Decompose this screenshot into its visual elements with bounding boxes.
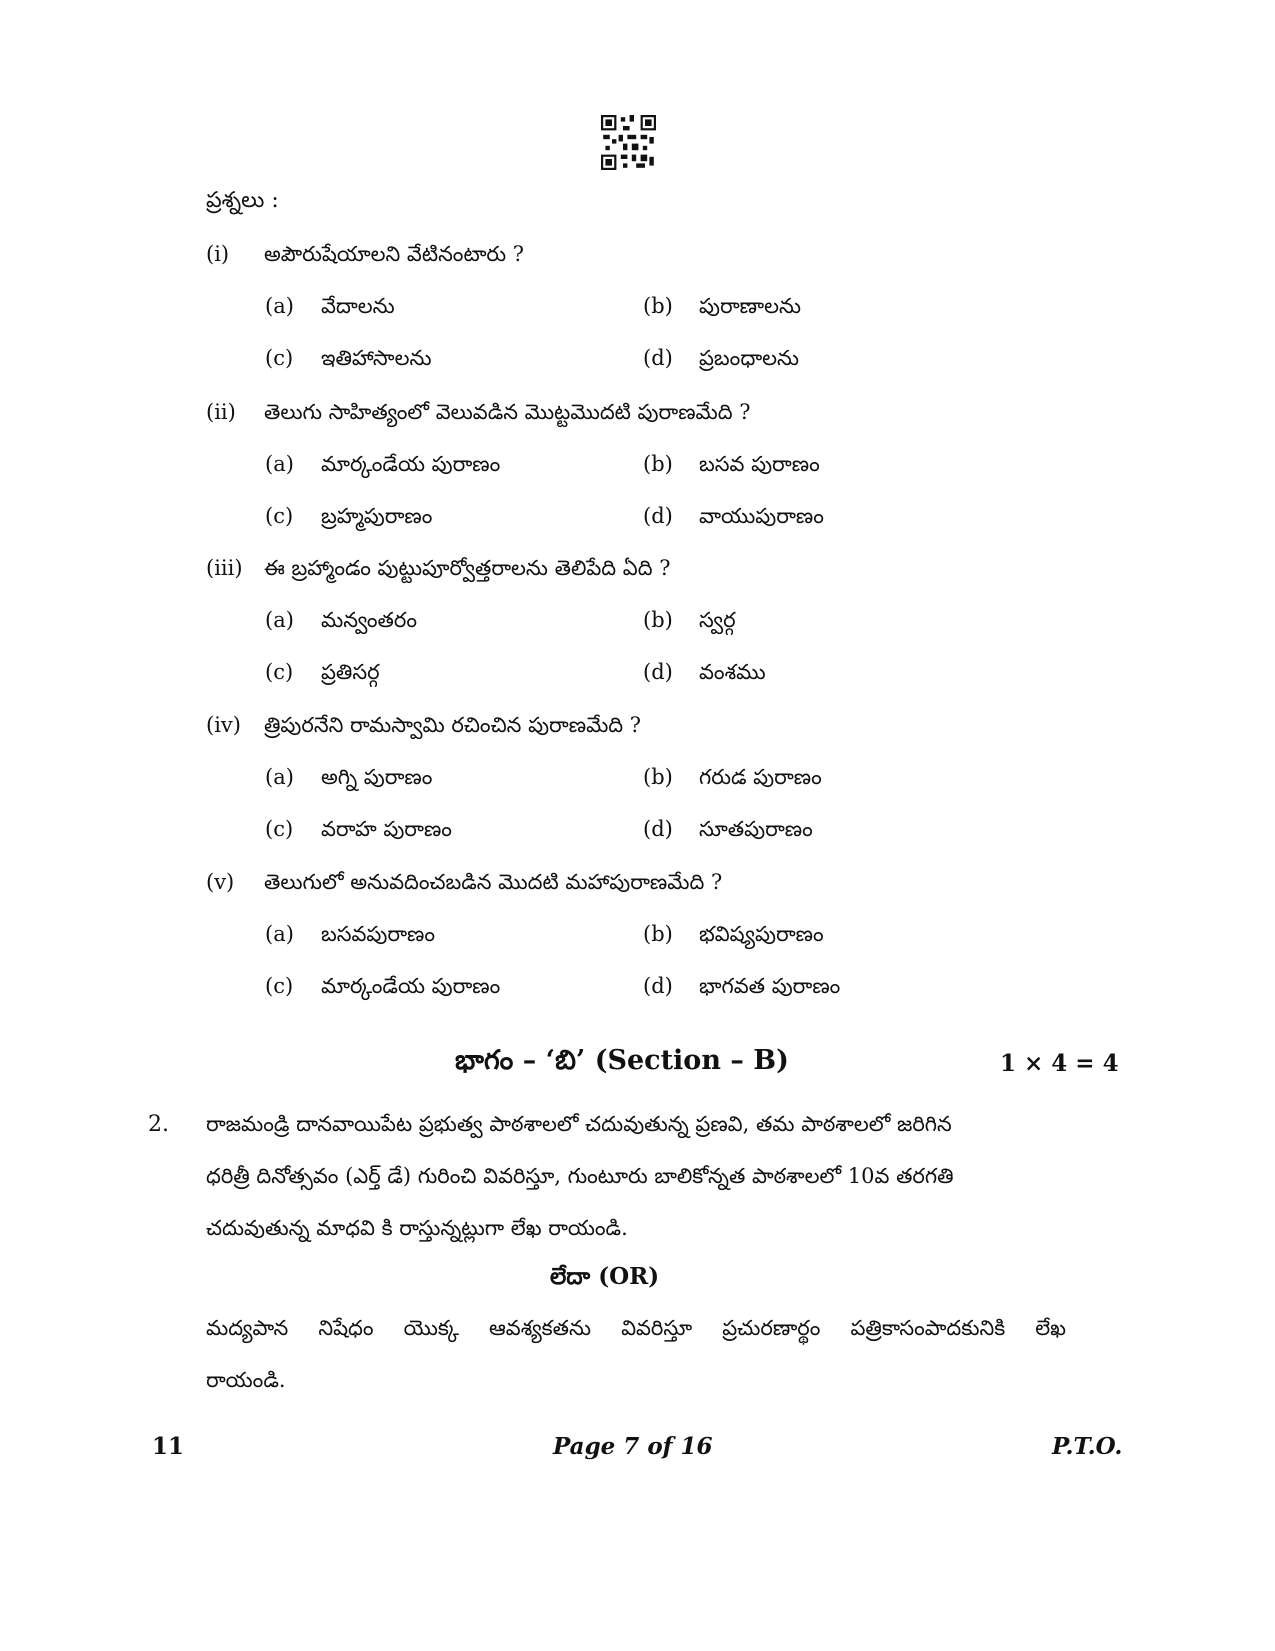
question-2-number: 2. bbox=[148, 1112, 169, 1137]
question-paper-code: 11 bbox=[152, 1433, 185, 1460]
option-text: గరుడ పురాణం bbox=[699, 765, 822, 789]
question-number: (iv) bbox=[206, 713, 241, 737]
option-letter: (d) bbox=[643, 504, 673, 528]
question-2-line: చదువుతున్న మాధవి కి రాస్తున్నట్లుగా లేఖ రాయండి. bbox=[206, 1216, 628, 1240]
question-2-alt-line: రాయండి. bbox=[206, 1368, 286, 1392]
option-text: మార్కండేయ పురాణం bbox=[321, 974, 501, 998]
qr-code-icon bbox=[601, 115, 656, 170]
question-number: (iii) bbox=[206, 556, 243, 580]
question-number: (ii) bbox=[206, 400, 236, 424]
option-letter: (b) bbox=[643, 452, 673, 476]
option-text: ఇతిహాసాలను bbox=[321, 346, 432, 370]
option-text: బసవపురాణం bbox=[321, 922, 436, 946]
option-letter: (c) bbox=[265, 504, 294, 528]
questions-heading: ప్రశ్నలు : bbox=[206, 188, 279, 213]
question-text: త్రిపురనేని రామస్వామి రచించిన పురాణమేది ? bbox=[264, 713, 642, 737]
question-2-line: ధరిత్రీ దినోత్సవం (ఎర్త్ డే) గురించి వివరిస్తూ, గుంటూరు బాలికోన్నత పాఠశాలలో 10వ తరగతి bbox=[206, 1164, 954, 1188]
option-text: భాగవత పురాణం bbox=[699, 974, 841, 998]
option-letter: (c) bbox=[265, 346, 294, 370]
option-letter: (c) bbox=[265, 974, 294, 998]
page-number: Page 7 of 16 bbox=[553, 1433, 713, 1460]
or-separator: లేదా (OR) bbox=[550, 1263, 660, 1290]
section-b-title: భాగం – ‘బి’ (Section – B) bbox=[455, 1045, 789, 1076]
option-text: వంశము bbox=[699, 660, 766, 684]
option-letter: (a) bbox=[265, 452, 294, 476]
option-text: ప్రబంధాలను bbox=[699, 346, 800, 370]
option-letter: (a) bbox=[265, 922, 294, 946]
option-letter: (b) bbox=[643, 294, 673, 318]
question-text: తెలుగు సాహిత్యంలో వెలువడిన మొట్టమొదటి పురాణమేది ? bbox=[264, 400, 751, 424]
option-text: ప్రతిసర్గ bbox=[321, 660, 380, 684]
option-text: భవిష్యపురాణం bbox=[699, 922, 824, 946]
option-text: అగ్ని పురాణం bbox=[321, 765, 433, 789]
option-letter: (d) bbox=[643, 817, 673, 841]
option-text: పురాణాలను bbox=[699, 294, 801, 318]
option-text: మార్కండేయ పురాణం bbox=[321, 452, 501, 476]
option-letter: (d) bbox=[643, 660, 673, 684]
option-letter: (a) bbox=[265, 608, 294, 632]
option-letter: (b) bbox=[643, 922, 673, 946]
option-text: సూతపురాణం bbox=[699, 817, 813, 841]
option-text: స్వర్గ bbox=[699, 608, 736, 632]
option-text: వరాహ పురాణం bbox=[321, 817, 452, 841]
option-text: బ్రహ్మపురాణం bbox=[321, 504, 433, 528]
option-text: మన్వంతరం bbox=[321, 608, 417, 632]
option-letter: (d) bbox=[643, 346, 673, 370]
question-2-alt-line: మద్యపాన నిషేధం యొక్క ఆవశ్యకతను వివరిస్తూ ప్రచురణార్థం పత్రికాసంపాదకునికి లేఖ bbox=[206, 1316, 1066, 1340]
question-number: (i) bbox=[206, 242, 230, 266]
question-text: తెలుగులో అనువదించబడిన మొదటి మహాపురాణమేది ? bbox=[264, 870, 723, 894]
option-letter: (a) bbox=[265, 294, 294, 318]
option-letter: (a) bbox=[265, 765, 294, 789]
option-text: బసవ పురాణం bbox=[699, 452, 820, 476]
option-letter: (b) bbox=[643, 608, 673, 632]
option-letter: (c) bbox=[265, 660, 294, 684]
option-letter: (b) bbox=[643, 765, 673, 789]
please-turn-over: P.T.O. bbox=[1052, 1433, 1123, 1460]
option-letter: (d) bbox=[643, 974, 673, 998]
section-b-marks: 1 × 4 = 4 bbox=[1000, 1050, 1119, 1077]
option-text: వాయుపురాణం bbox=[699, 504, 824, 528]
question-text: అపౌరుషేయాలని వేటినంటారు ? bbox=[264, 242, 525, 266]
question-2-line: రాజమండ్రి దానవాయిపేట ప్రభుత్వ పాఠశాలలో చదువుతున్న ప్రణవి, తమ పాఠశాలలో జరిగిన bbox=[206, 1112, 952, 1136]
question-number: (v) bbox=[206, 870, 235, 894]
option-text: వేదాలను bbox=[321, 294, 395, 318]
question-text: ఈ బ్రహ్మాండం పుట్టుపూర్వోత్తరాలను తెలిపేది ఏది ? bbox=[264, 556, 671, 580]
option-letter: (c) bbox=[265, 817, 294, 841]
